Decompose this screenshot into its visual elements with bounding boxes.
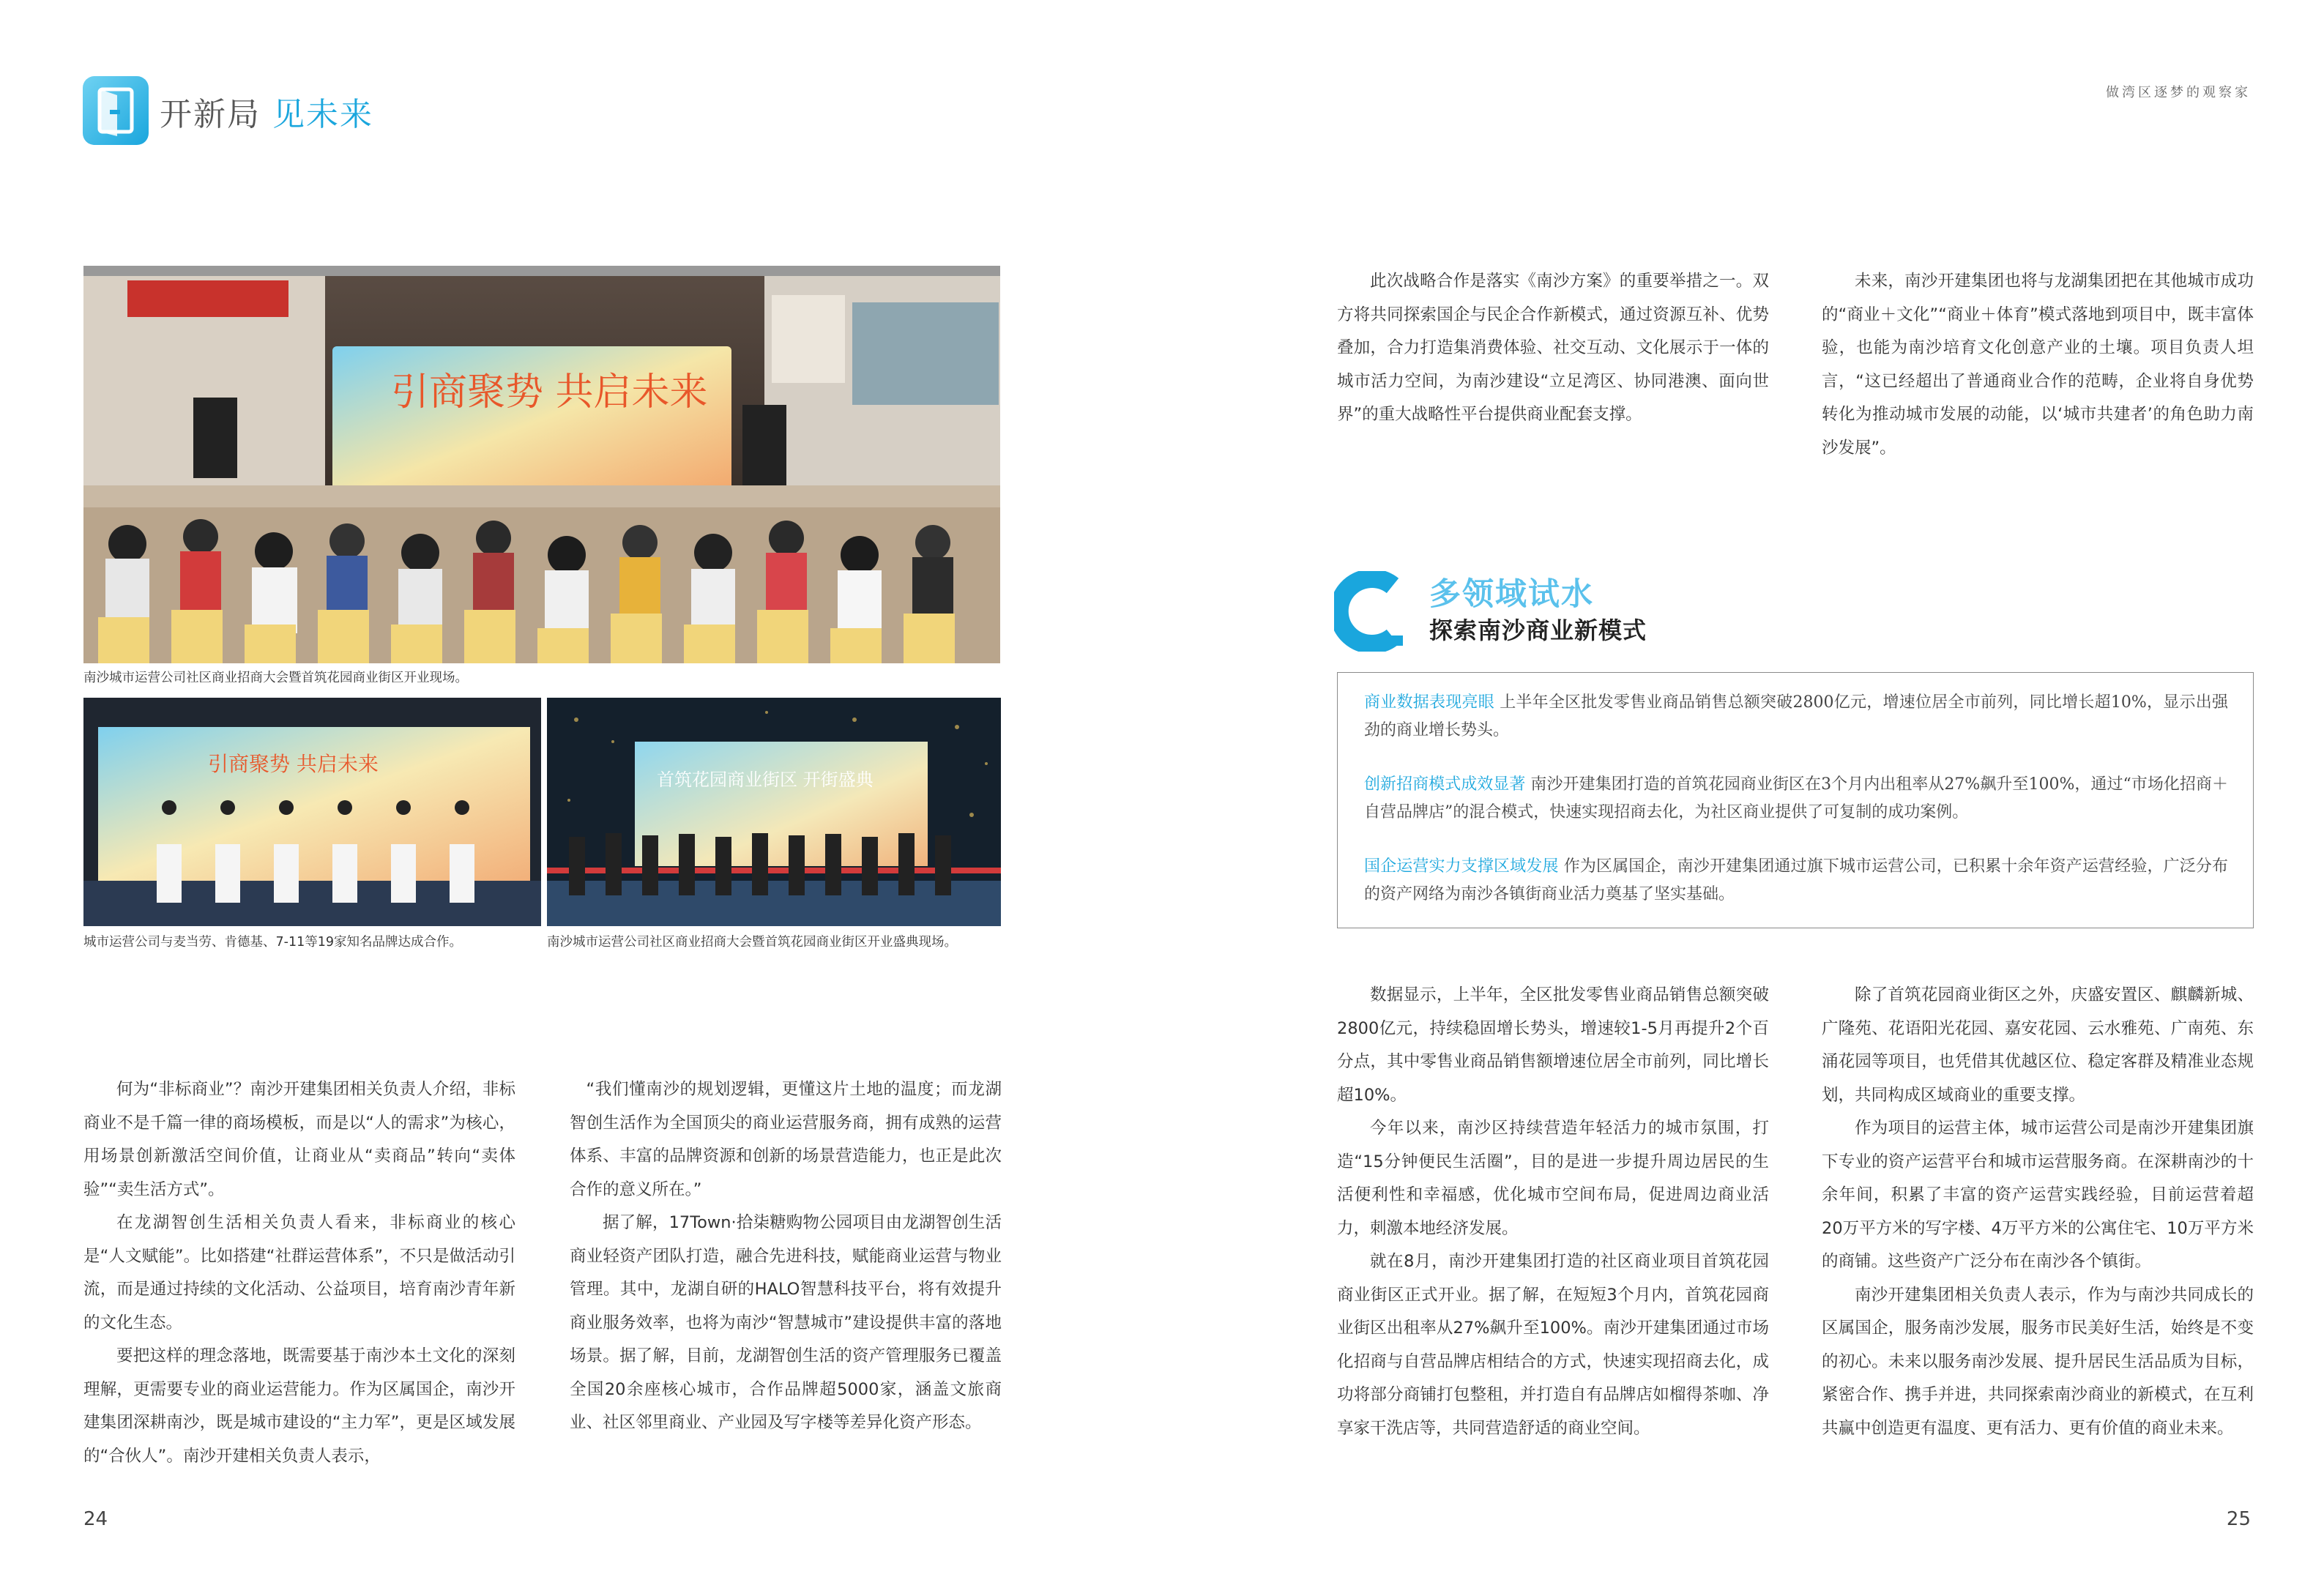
svg-text:引商聚势 共启未来: 引商聚势 共启未来: [208, 752, 379, 776]
paragraph: 今年以来，南沙区持续营造年轻活力的城市氛围，打造“15分钟便民生活圈”，目的是进一步提升周边居民的生活便利性和幸福感，优化城市空间布局，促进周边商业活力，刺激本地经济发展。: [1337, 1119, 1769, 1238]
page-number-right: 25: [2226, 1508, 2251, 1530]
highlight-text: 作为区属国企，南沙开建集团通过旗下城市运营公司，已积累十余年资产运营经验，广泛分布的资产网络为南沙各镇街商业活力奠基了坚实基础。: [1364, 857, 2228, 903]
left-column-2: [570, 1073, 1002, 1440]
subheading-subtitle: 探索南沙商业新模式: [1429, 616, 1647, 644]
subheading-title: 多领域试水: [1429, 576, 1594, 613]
right-bottom-column-2: [1822, 979, 2254, 1445]
highlight-label: 创新招商模式成效显著: [1364, 775, 1526, 794]
photo-launch-event: [83, 266, 1000, 663]
left-column-1: [83, 1073, 515, 1473]
section-title-part1: 开新局: [160, 96, 261, 133]
highlight-label: 商业数据表现亮眼: [1364, 693, 1494, 712]
paragraph: 除了首筑花园商业街区之外，庆盛安置区、麒麟新城、广隆苑、花语阳光花园、嘉安花园、云水雅苑、广南苑、东涌花园等项目，也凭借其优越区位、稳定客群及精准业态规划，共同构成区域商业的重要支撑。: [1822, 985, 2254, 1105]
door-logo-icon: [94, 85, 138, 136]
section-title-part2: 见未来: [272, 96, 373, 133]
highlight-item: [1364, 689, 2228, 745]
svg-text:首筑花园商业街区 开街盛典: 首筑花园商业街区 开街盛典: [657, 769, 874, 790]
right-top-column-1: [1337, 265, 1769, 432]
section-c-icon: [1334, 571, 1404, 652]
photo-caption-left: 城市运营公司与麦当劳、肯德基、7-11等19家知名品牌达成合作。: [83, 935, 462, 950]
svg-text:引商聚势 共启未来: 引商聚势 共启未来: [391, 370, 708, 414]
paragraph: 要把这样的理念落地，既需要基于南沙本土文化的深刻理解，更需要专业的商业运营能力。作为区属国企，南沙开建集团深耕南沙，既是城市建设的“主力军”，更是区域发展的“合伙人”。南沙开建相关负责人表示，: [83, 1346, 515, 1466]
right-top-column-2: [1822, 265, 2254, 465]
paragraph: 数据显示，上半年，全区批发零售业商品销售总额突破2800亿元，持续稳固增长势头，增速较1-5月再提升2个百分点，其中零售业商品销售额增速位居全市前列，同比增长超10%。: [1337, 985, 1769, 1105]
paragraph: 据了解，17Town·拾柒糖购物公园项目由龙湖智创生活商业轻资产团队打造，融合先进科技，赋能商业运营与物业管理。其中，龙湖自研的HALO智慧科技平台，将有效提升商业服务效率，也将为南沙“智慧城市”建设提供丰富的落地场景。据了解，目前，龙湖智创生活的资产管理服务已覆盖全国20余座核心城市，合作品牌超5000家，涵盖文旅商业、社区邻里商业、产业园及写字楼等差异化资产形态。: [570, 1213, 1002, 1432]
paragraph: 何为“非标商业”？南沙开建集团相关负责人介绍，非标商业不是千篇一律的商场模板，而是以“人的需求”为核心，用场景创新激活空间价值，让商业从“卖商品”转向“卖体验”“卖生活方式”。: [83, 1080, 515, 1199]
highlight-item: [1364, 771, 2228, 827]
highlight-box: [1337, 672, 2254, 928]
highlight-label: 国企运营实力支撑区域发展: [1364, 857, 1559, 876]
highlight-item: [1364, 853, 2228, 909]
header-tagline: 做湾区逐梦的观察家: [2106, 85, 2251, 100]
paragraph: “我们懂南沙的规划逻辑，更懂这片土地的温度；而龙湖智创生活作为全国顶尖的商业运营服务商，拥有成熟的运营体系、丰富的品牌资源和创新的场景营造能力，也正是此次合作的意义所在。”: [570, 1080, 1002, 1199]
paragraph: 南沙开建集团相关负责人表示，作为与南沙共同成长的区属国企，服务南沙发展，服务市民美好生活，始终是不变的初心。未来以服务南沙发展、提升居民生活品质为目标，紧密合作、携手并进，共同探索南沙商业的新模式，在互利共赢中创造更有温度、更有活力、更有价值的商业未来。: [1822, 1285, 2254, 1438]
photo-signing-ceremony: [83, 698, 541, 926]
paragraph: 作为项目的运营主体，城市运营公司是南沙开建集团旗下专业的资产运营平台和城市运营服务商。在深耕南沙的十余年间，积累了丰富的资产运营实践经验，目前运营着超20万平方米的写字楼、4万平方米的公寓住宅、10万平方米的商铺。这些资产广泛分布在南沙各个镇街。: [1822, 1119, 2254, 1271]
photo-caption-top: 南沙城市运营公司社区商业招商大会暨首筑花园商业街区开业现场。: [83, 671, 468, 685]
highlight-text: 南沙开建集团打造的首筑花园商业街区在3个月内出租率从27%飙升至100%，通过“市场化招商＋自营品牌店”的混合模式，快速实现招商去化，为社区商业提供了可复制的成功案例。: [1364, 775, 2228, 821]
paragraph: 此次战略合作是落实《南沙方案》的重要举措之一。双方将共同探索国企与民企合作新模式，通过资源互补、优势叠加，合力打造集消费体验、社交互动、文化展示于一体的城市活力空间，为南沙建设“立足湾区、协同港澳、面向世界”的重大战略性平台提供商业配套支撑。: [1337, 272, 1769, 424]
paragraph: 就在8月，南沙开建集团打造的社区商业项目首筑花园商业街区正式开业。据了解，在短短3个月内，首筑花园商业街区出租率从27%飙升至100%。南沙开建集团通过市场化招商与自营品牌店相结合的方式，快速实现招商去化，成功将部分商铺打包整租，并打造自有品牌店如榴得茶咖、净享家干洗店等，共同营造舒适的商业空间。: [1337, 1252, 1769, 1438]
right-bottom-column-1: [1337, 979, 1769, 1445]
photo-opening-ceremony: [547, 698, 1001, 926]
page-number-left: 24: [83, 1508, 108, 1530]
section-logo: [83, 76, 149, 145]
section-title: [160, 88, 373, 135]
paragraph: 在龙湖智创生活相关负责人看来，非标商业的核心是“人文赋能”。比如搭建“社群运营体系”，不只是做活动引流，而是通过持续的文化活动、公益项目，培育南沙青年新的文化生态。: [83, 1213, 515, 1332]
photo-caption-right: 南沙城市运营公司社区商业招商大会暨首筑花园商业街区开业盛典现场。: [547, 935, 957, 950]
highlight-text: 上半年全区批发零售业商品销售总额突破2800亿元，增速位居全市前列，同比增长超10%，显示出强劲的商业增长势头。: [1364, 693, 2228, 739]
paragraph: 未来，南沙开建集团也将与龙湖集团把在其他城市成功的“商业＋文化”“商业＋体育”模式落地到项目中，既丰富体验，也能为南沙培育文化创意产业的土壤。项目负责人坦言，“这已经超出了普通商业合作的范畴，企业将自身优势转化为推动城市发展的动能，以‘城市共建者’的角色助力南沙发展”。: [1822, 272, 2254, 458]
